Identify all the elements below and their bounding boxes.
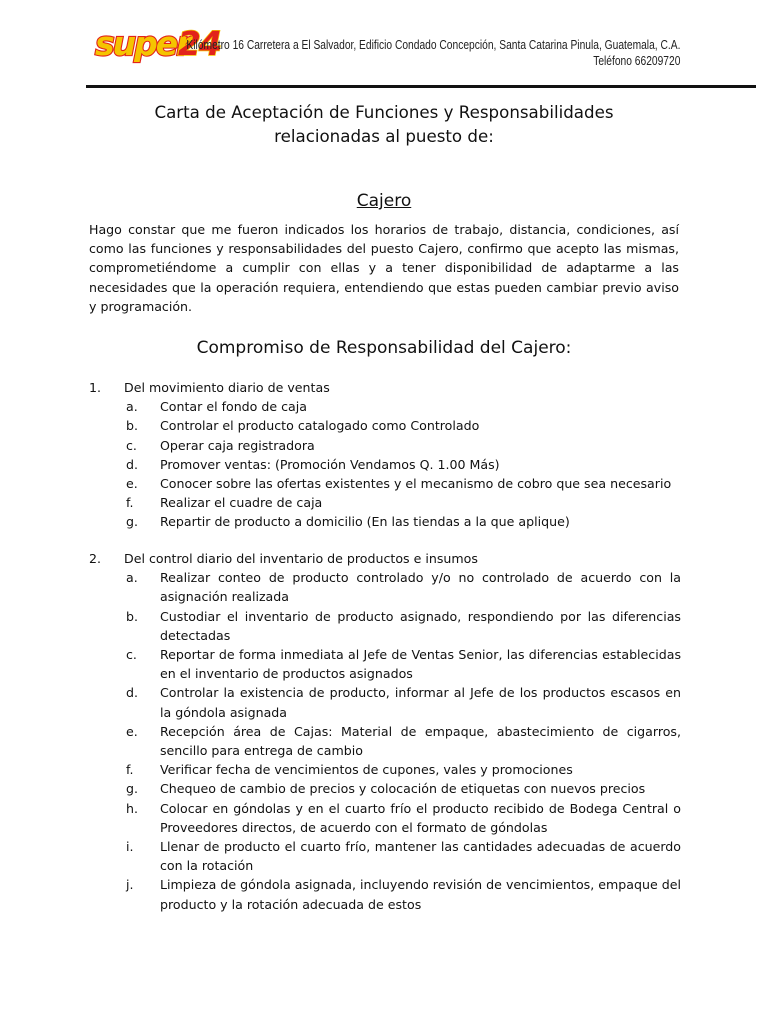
list-item — [89, 799, 681, 837]
group-number: 1. — [89, 380, 102, 395]
item-text: Custodiar el inventario de producto asignado, respondiendo por las diferencias detectadas — [160, 608, 681, 643]
address-line: Kilómetro 16 Carretera a El Salvador, Edificio Condado Concepción, Santa Catarina Pinula, Guatemala, C.A. — [186, 38, 680, 52]
list-item — [89, 455, 681, 474]
item-text: Chequeo de cambio de precios y colocación de etiquetas con nuevos precios — [160, 781, 646, 797]
list-item — [89, 607, 681, 645]
company-address — [186, 37, 680, 69]
list-item — [89, 474, 681, 493]
item-text: Operar caja registradora — [160, 437, 315, 453]
item-text: Llenar de producto el cuarto frío, mantener las cantidades adecuadas de acuerdo con la rotación — [160, 839, 681, 874]
document-title — [8, 101, 761, 149]
item-text: Contar el fondo de caja — [160, 399, 307, 415]
list-item — [89, 837, 681, 875]
item-text: Promover ventas: (Promoción Vendamos Q. 1.00 Más) — [160, 456, 500, 472]
list-item — [89, 397, 681, 416]
item-letter: g. — [126, 781, 138, 797]
item-text: Colocar en góndolas y en el cuarto frío el producto recibido de Bodega Central o Proveedores directos, de acuerdo con el formato de góndolas — [160, 800, 681, 835]
group-heading — [89, 378, 681, 397]
item-letter: a. — [126, 570, 138, 586]
item-letter: d. — [126, 685, 138, 701]
responsibility-group-1 — [89, 378, 681, 532]
phone-line: Teléfono 66209720 — [592, 54, 680, 68]
item-letter: f. — [126, 495, 134, 511]
item-letter: e. — [126, 723, 138, 739]
list-item — [89, 493, 681, 512]
svg-text:24: 24 — [178, 24, 220, 63]
item-letter: c. — [126, 437, 137, 453]
item-text: Repartir de producto a domicilio (En las tiendas a la que aplique) — [160, 514, 570, 530]
group-heading-text: Del movimiento diario de ventas — [124, 380, 330, 395]
header-divider — [86, 85, 756, 88]
list-item — [89, 760, 681, 779]
item-letter: f. — [126, 762, 134, 778]
item-letter: j. — [126, 877, 134, 893]
svg-text:super: super — [95, 24, 191, 63]
item-letter: b. — [126, 608, 138, 624]
list-item — [89, 645, 681, 683]
position-title: Cajero — [356, 191, 412, 211]
title-line-2: relacionadas al puesto de: — [274, 127, 494, 147]
item-text: Limpieza de góndola asignada, incluyendo revisión de vencimientos, empaque del producto y la rotación adecuada de estos — [160, 877, 681, 912]
item-text: Conocer sobre las ofertas existentes y el mecanismo de cobro que sea necesario — [160, 476, 672, 492]
item-text: Realizar el cuadre de caja — [160, 495, 323, 511]
item-letter: e. — [126, 476, 138, 492]
item-letter: d. — [126, 456, 138, 472]
item-text: Controlar la existencia de producto, informar al Jefe de los productos escasos en la góndola asignada — [160, 685, 681, 720]
list-item — [89, 722, 681, 760]
item-text: Realizar conteo de producto controlado y/o no controlado de acuerdo con la asignación realizada — [160, 570, 681, 605]
item-letter: h. — [126, 800, 138, 816]
title-line-1: Carta de Aceptación de Funciones y Responsabilidades — [154, 103, 614, 123]
item-letter: i. — [126, 839, 134, 855]
item-text: Verificar fecha de vencimientos de cupones, vales y promociones — [160, 762, 573, 778]
list-item — [89, 875, 681, 913]
list-item — [89, 436, 681, 455]
list-item — [89, 416, 681, 435]
item-letter: c. — [126, 647, 137, 663]
responsibility-group-2 — [89, 549, 681, 914]
letterhead — [0, 0, 768, 90]
item-letter: g. — [126, 514, 138, 530]
list-item — [89, 512, 681, 531]
section-title: Compromiso de Responsabilidad del Cajero: — [196, 338, 572, 358]
item-letter: a. — [126, 399, 138, 415]
item-text: Controlar el producto catalogado como Controlado — [160, 418, 480, 434]
list-item — [89, 683, 681, 721]
group-heading-text: Del control diario del inventario de productos e insumos — [124, 551, 478, 566]
intro-paragraph: Hago constar que me fueron indicados los horarios de trabajo, distancia, condiciones, así como las funciones y responsabilidades del puesto Cajero, confirmo que acepto las mismas, comprometiéndome a cumplir con ellas y a tener disponibilidad de adaptarme a las necesidades que la operación requiera, entendiendo que estas pueden cambiar previo aviso y programación. — [89, 222, 679, 314]
list-item — [89, 779, 681, 798]
item-text: Recepción área de Cajas: Material de empaque, abastecimiento de cigarros, sencillo para entrega de cambio — [160, 723, 681, 759]
item-letter: b. — [126, 418, 138, 434]
group-number: 2. — [89, 551, 102, 566]
group-heading — [89, 549, 681, 568]
list-item — [89, 568, 681, 606]
item-text: Reportar de forma inmediata al Jefe de Ventas Senior, las diferencias establecidas en el inventario de productos asignados — [160, 647, 681, 682]
